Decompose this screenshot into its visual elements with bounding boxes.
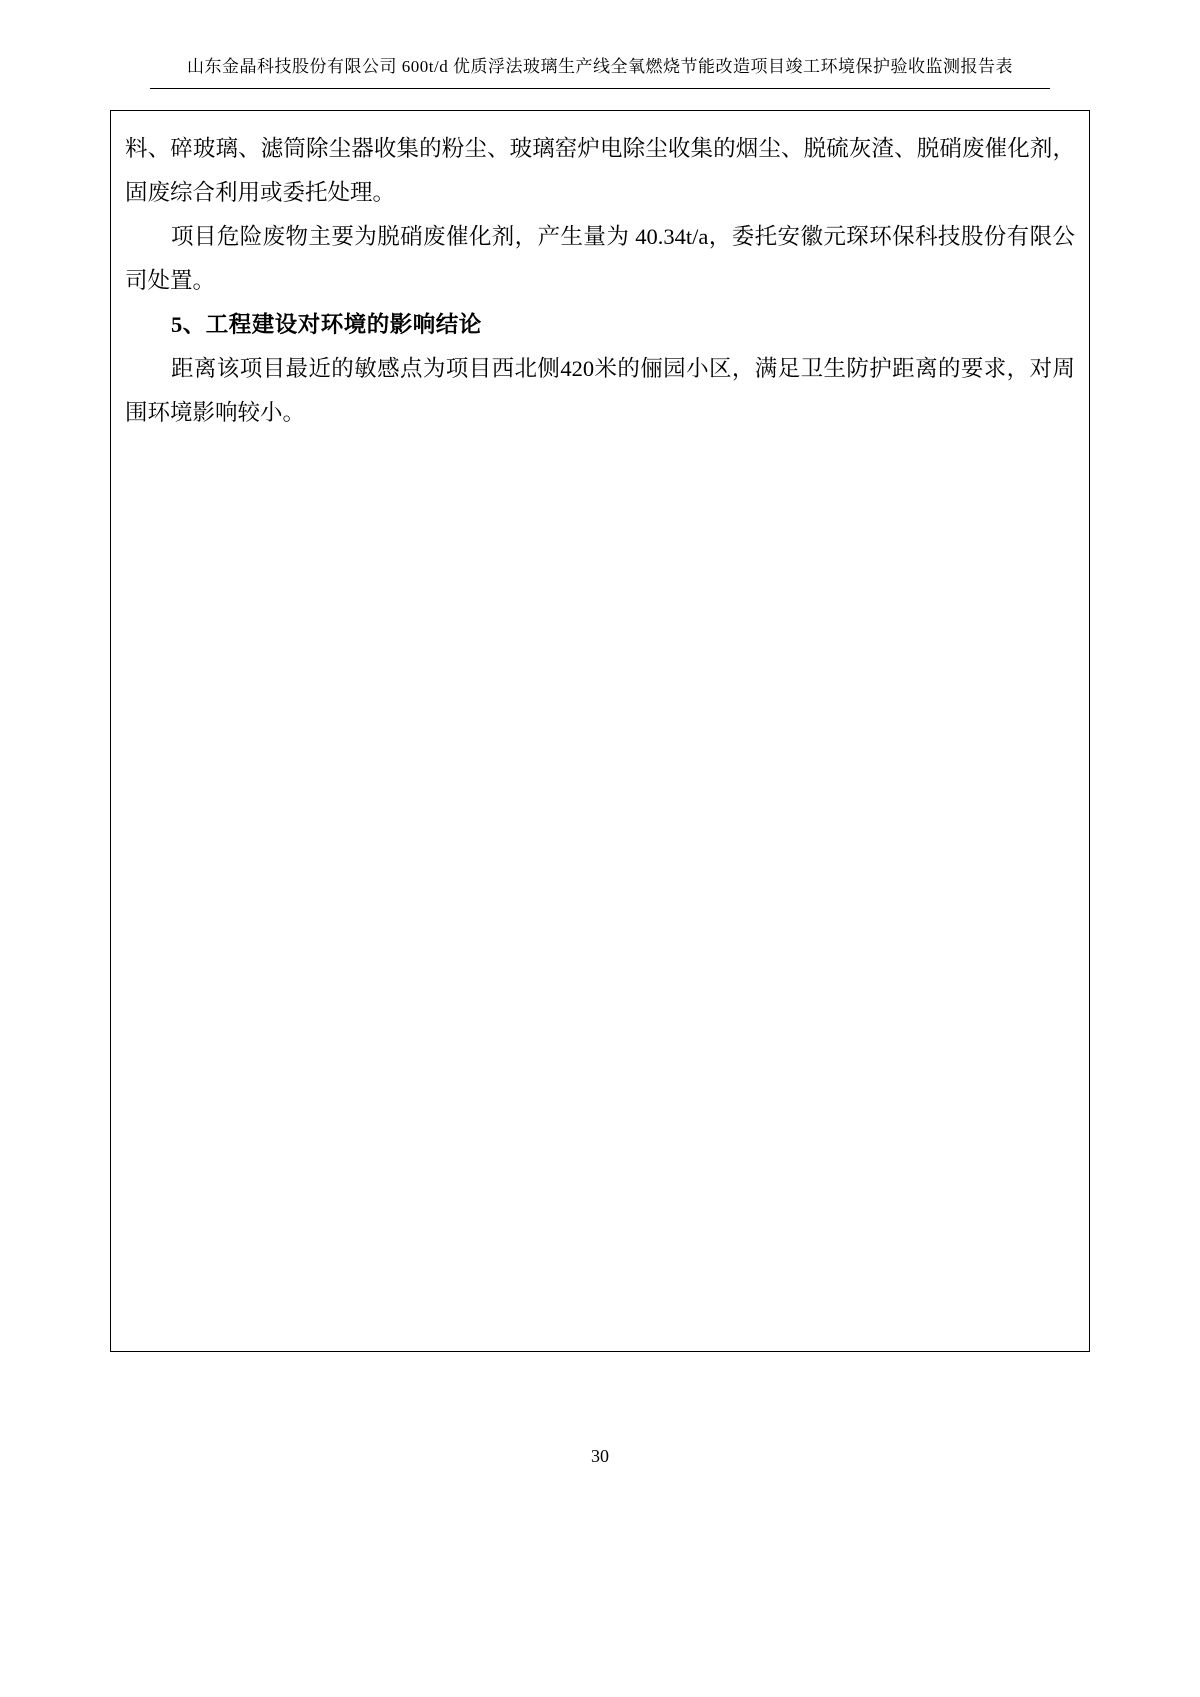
header-divider	[150, 88, 1050, 89]
section-heading-5: 5、工程建设对环境的影响结论	[171, 312, 482, 337]
content-frame	[110, 110, 1090, 1352]
page-number: 30	[591, 1446, 609, 1466]
paragraph-hazardous-waste: 项目危险废物主要为脱硝废催化剂，产生量为 40.34t/a，委托安徽元琛环保科技股份有限公司处置。	[125, 224, 1075, 293]
body-text-block	[125, 127, 1075, 435]
paragraph-continuation: 料、碎玻璃、滤筒除尘器收集的粉尘、玻璃窑炉电除尘收集的烟尘、脱硫灰渣、脱硝废催化剂，固废综合利用或委托处理。	[125, 136, 1075, 205]
paragraph-conclusion: 距离该项目最近的敏感点为项目西北侧420米的俪园小区，满足卫生防护距离的要求，对周围环境影响较小。	[125, 356, 1075, 425]
page-header-title: 山东金晶科技股份有限公司 600t/d 优质浮法玻璃生产线全氧燃烧节能改造项目竣工环境保护验收监测报告表	[187, 57, 1013, 76]
